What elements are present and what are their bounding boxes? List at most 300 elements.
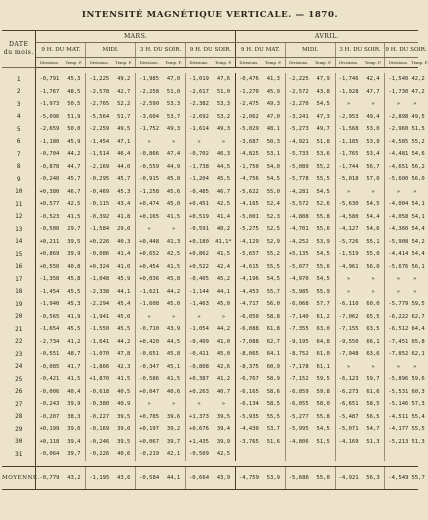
value-cell: 53,9: [316, 238, 330, 245]
value-cell: 40,3: [117, 238, 131, 245]
value-cell: -1,054: [185, 323, 212, 336]
table-row: [2, 323, 418, 336]
day-number: 23: [2, 348, 36, 361]
value-cell: 55,7: [266, 288, 280, 295]
value-cell: 54,1: [411, 201, 425, 208]
value-cell: -4,825: [235, 148, 262, 161]
subheader-divisions: Divisions.: [185, 58, 212, 68]
value-cell: -0,295: [86, 173, 113, 186]
value-cell: -1,070: [86, 348, 113, 361]
value-cell: -4,127: [335, 223, 362, 236]
value-cell: -2,258: [136, 86, 163, 99]
value-cell: -1,019: [185, 73, 212, 86]
value-cell: -3,604: [136, 111, 163, 124]
value-cell: -8,752: [285, 348, 312, 361]
value-cell: -4,651: [385, 161, 412, 174]
value-cell: 53,9: [366, 138, 380, 145]
value-cell: »: [171, 401, 176, 408]
time-header: MIDI.: [285, 43, 335, 58]
value-cell: 40,9: [117, 401, 131, 408]
value-cell: 46,7: [216, 188, 231, 195]
day-number: 20: [2, 311, 36, 324]
value-cell: -4,196: [235, 273, 262, 286]
value-cell: »: [335, 273, 362, 286]
value-cell: -0,559: [136, 161, 163, 174]
value-cell: 52,4: [266, 201, 280, 208]
value-cell: 53,7: [166, 113, 181, 120]
value-cell: 42,2: [411, 76, 425, 83]
value-cell: 40,6: [166, 388, 181, 395]
day-number: 15: [2, 248, 36, 261]
value-cell: -4,165: [235, 198, 262, 211]
value-cell: -0,586: [136, 373, 163, 386]
value-cell: 45,0: [117, 313, 131, 320]
value-cell: -6,068: [285, 298, 312, 311]
value-cell: 45,4: [117, 301, 131, 308]
day-number: 1: [2, 73, 36, 86]
value-cell: -4,580: [335, 211, 362, 224]
value-cell: -6,134: [235, 398, 262, 411]
subheader-temp: Temp. F.: [411, 58, 418, 68]
value-cell: -4,481: [385, 148, 412, 161]
value-cell: 59,5: [411, 301, 425, 308]
value-cell: 40,7: [216, 388, 231, 395]
value-cell: +0,869: [36, 248, 63, 261]
value-cell: +0,448: [136, 236, 163, 249]
value-cell: 66,1: [366, 338, 380, 345]
day-number: 31: [2, 448, 36, 461]
value-cell: -5,896: [385, 373, 412, 386]
value-cell: 55,2: [266, 251, 280, 258]
subheader-divisions: Divisions.: [335, 58, 362, 68]
value-cell: 45,3: [67, 301, 81, 308]
value-cell: -5,273: [285, 123, 312, 136]
table-row: [2, 136, 418, 149]
subheader-temp: Temp. F.: [362, 58, 385, 68]
value-cell: 55,6: [316, 226, 330, 233]
value-cell: -5,487: [335, 411, 362, 424]
value-cell: -5,277: [285, 411, 312, 424]
value-cell: 49,3: [266, 101, 280, 108]
day-number: 3: [2, 98, 36, 111]
table-row: [2, 311, 418, 324]
value-cell: 39,5: [67, 238, 81, 245]
value-cell: -0,618: [86, 386, 113, 399]
value-cell: -3,687: [235, 136, 262, 149]
value-cell: +0,118: [36, 436, 63, 449]
value-cell: 39,9: [216, 438, 231, 445]
value-cell: 29,0: [117, 226, 131, 233]
subheader-temp: Temp. F.: [212, 58, 235, 68]
value-cell: 55,9: [316, 288, 330, 295]
value-cell: +5,135: [285, 248, 312, 261]
moyenne-value: -0,664: [185, 466, 212, 489]
value-cell: -6,273: [335, 386, 362, 399]
value-cell: +0,387: [185, 373, 212, 386]
value-cell: 44,1: [117, 288, 131, 295]
subheader-divisions: Divisions.: [235, 58, 262, 68]
value-cell: 51,3: [366, 438, 380, 445]
value-cell: -2,338: [86, 286, 113, 299]
value-cell: -1,641: [86, 336, 113, 349]
value-cell: +0,036: [136, 273, 163, 286]
value-cell: -9,550: [335, 336, 362, 349]
value-cell: 52,2: [117, 101, 131, 108]
value-cell: 42,5: [216, 201, 231, 208]
value-cell: »: [371, 101, 375, 108]
day-number: 30: [2, 436, 36, 449]
table-row: [2, 86, 418, 99]
value-cell: »: [171, 226, 176, 233]
value-cell: 50,3: [266, 138, 280, 145]
value-cell: -0,246: [86, 436, 113, 449]
subheader-temp: Temp. F.: [162, 58, 185, 68]
data-table: [2, 30, 428, 490]
value-cell: -1,744: [335, 161, 362, 174]
value-cell: 41,5: [166, 376, 181, 383]
value-cell: -6,088: [235, 323, 262, 336]
value-cell: -7,852: [385, 348, 412, 361]
value-cell: -2,382: [185, 98, 212, 111]
subheader-divisions: Divisions.: [285, 58, 312, 68]
value-cell: 56,1: [411, 263, 425, 270]
table-row: [2, 373, 418, 386]
day-header: [2, 31, 36, 68]
value-cell: +0,380: [36, 186, 63, 199]
day-number: 26: [2, 386, 36, 399]
day-number: 16: [2, 261, 36, 274]
value-cell: -1,985: [136, 73, 163, 86]
value-cell: -1,185: [335, 136, 362, 149]
value-cell: +0,652: [136, 248, 163, 261]
value-cell: 53,7: [266, 426, 280, 433]
value-cell: -1,048: [86, 273, 113, 286]
value-cell: 39,5: [117, 438, 131, 445]
value-cell: 60,3: [411, 388, 425, 395]
value-cell: +0,165: [136, 211, 163, 224]
moyenne-value: -4,549: [385, 466, 412, 489]
day-number: 24: [2, 361, 36, 374]
value-cell: -6,859: [285, 386, 312, 399]
value-cell: »: [413, 101, 417, 108]
value-cell: -0,476: [235, 73, 262, 86]
value-cell: [285, 448, 312, 461]
table-row: [2, 423, 418, 436]
moyenne-value: -4,759: [235, 466, 262, 489]
value-cell: 52,5: [266, 226, 280, 233]
moyenne-value: 43,2: [62, 466, 85, 489]
table-row: [2, 273, 418, 286]
value-cell: 54,5: [316, 276, 330, 283]
value-cell: 52,9: [266, 238, 280, 245]
value-cell: +0,197: [136, 423, 163, 436]
value-cell: -0,791: [36, 73, 63, 86]
value-cell: -1,746: [335, 73, 362, 86]
value-cell: »: [221, 401, 226, 408]
value-cell: -7,451: [385, 336, 412, 349]
value-cell: -1,514: [86, 148, 113, 161]
value-cell: 39,9: [67, 251, 81, 258]
value-cell: 45,2: [216, 276, 231, 283]
value-cell: -5,733: [285, 148, 312, 161]
value-cell: 62,1: [411, 351, 425, 358]
value-cell: 57,7: [316, 301, 330, 308]
day-number: 21: [2, 323, 36, 336]
value-cell: 40,8: [67, 263, 81, 270]
value-cell: -0,380: [86, 398, 113, 411]
value-cell: 44,2: [216, 326, 231, 333]
value-cell: -0,392: [86, 211, 113, 224]
value-cell: -4,430: [235, 423, 262, 436]
value-cell: -1,928: [335, 86, 362, 99]
value-cell: +0,577: [36, 198, 63, 211]
value-cell: 56,0: [366, 263, 380, 270]
value-cell: »: [413, 363, 417, 370]
value-cell: 48,7: [67, 351, 81, 358]
value-cell: -0,469: [86, 186, 113, 199]
value-cell: 39,5: [216, 413, 231, 420]
value-cell: +0,420: [136, 336, 163, 349]
moyenne-value: 55,0: [312, 466, 335, 489]
value-cell: -0,347: [136, 361, 163, 374]
day-number: 14: [2, 236, 36, 249]
value-cell: -1,614: [185, 123, 212, 136]
value-cell: -1,866: [86, 361, 113, 374]
value-cell: -1,270: [235, 86, 262, 99]
value-cell: 41,7: [67, 363, 81, 370]
value-cell: »: [385, 273, 412, 286]
value-cell: 42,6: [216, 363, 231, 370]
moyenne-label: MOYENNE.: [2, 466, 36, 489]
moyenne-value: 55,7: [411, 466, 418, 489]
value-cell: -6,165: [235, 386, 262, 399]
value-cell: 54,5: [316, 426, 330, 433]
moyenne-value: -0,779: [36, 466, 63, 489]
value-cell: »: [185, 136, 212, 149]
value-cell: 41,1*: [215, 238, 232, 245]
value-cell: »: [185, 311, 212, 324]
value-cell: -4,252: [285, 236, 312, 249]
value-cell: -0,226: [86, 448, 113, 461]
value-cell: 61,6: [366, 388, 380, 395]
value-cell: -2,692: [185, 111, 212, 124]
value-cell: »: [335, 361, 362, 374]
value-cell: -5,779: [385, 298, 412, 311]
value-cell: -5,778: [285, 173, 312, 186]
value-cell: -5,995: [285, 423, 312, 436]
value-cell: -4,004: [385, 198, 412, 211]
value-cell: -6,050: [235, 311, 262, 324]
value-cell: -1,454: [36, 286, 63, 299]
value-cell: 41,5: [67, 213, 81, 220]
table-row: [2, 73, 418, 86]
value-cell: -0,085: [36, 361, 63, 374]
value-cell: 51,3: [411, 438, 425, 445]
value-cell: -5,089: [285, 161, 312, 174]
value-cell: 55,8: [316, 213, 330, 220]
value-cell: -1,519: [335, 248, 362, 261]
value-cell: 55,2: [411, 138, 425, 145]
value-cell: 53,1: [266, 151, 280, 158]
day-number: 18: [2, 286, 36, 299]
value-cell: 51,0: [216, 88, 231, 95]
value-cell: »: [335, 186, 362, 199]
value-cell: 58,8: [266, 313, 280, 320]
value-cell: +0,263: [185, 386, 212, 399]
value-cell: 63,5: [366, 326, 380, 333]
value-cell: 64,4: [411, 326, 425, 333]
value-cell: 51,5: [411, 126, 425, 133]
value-cell: +0,522: [185, 261, 212, 274]
value-cell: -4,169: [335, 436, 362, 449]
value-cell: »: [136, 223, 163, 236]
value-cell: [312, 448, 335, 461]
value-cell: 51,5: [316, 438, 330, 445]
value-cell: »: [385, 286, 412, 299]
value-cell: »: [413, 288, 417, 295]
value-cell: 41,4: [216, 213, 231, 220]
value-cell: -0,808: [185, 361, 212, 374]
value-cell: 42,5: [67, 201, 81, 208]
value-cell: -4,177: [385, 423, 412, 436]
value-cell: 47,4: [166, 151, 181, 158]
value-cell: 46,3: [216, 151, 231, 158]
value-cell: 59,8: [316, 388, 330, 395]
value-cell: 45,0: [166, 301, 181, 308]
subheader-divisions: Divisions.: [136, 58, 163, 68]
value-cell: -5,146: [385, 398, 412, 411]
time-header: 9 H. DU MAT.: [235, 43, 285, 58]
day-number: 8: [2, 161, 36, 174]
moyenne-value: -0,584: [136, 466, 163, 489]
value-cell: 54,0: [266, 163, 280, 170]
value-cell: 39,4: [216, 426, 231, 433]
time-header: MIDI.: [86, 43, 136, 58]
value-cell: 45,5: [67, 288, 81, 295]
value-cell: 55,5: [316, 176, 330, 183]
value-cell: -1,940: [36, 298, 63, 311]
value-cell: -5,908: [385, 236, 412, 249]
value-cell: -0,500: [36, 223, 63, 236]
value-cell: 55,4: [411, 413, 425, 420]
month-header-row: [2, 31, 418, 43]
moyenne-row: [2, 466, 418, 489]
value-cell: 46,4: [117, 151, 131, 158]
value-cell: +0,454: [136, 261, 163, 274]
value-cell: 39,0: [117, 426, 131, 433]
value-cell: 43,9: [166, 326, 181, 333]
value-cell: -0,243: [36, 398, 63, 411]
value-cell: -5,071: [335, 423, 362, 436]
value-cell: 38,3: [67, 413, 81, 420]
value-cell: -4,615: [235, 261, 262, 274]
value-cell: 54,5: [266, 176, 280, 183]
moyenne-value: 44,1: [162, 466, 185, 489]
day-number: 17: [2, 273, 36, 286]
value-cell: -0,169: [86, 423, 113, 436]
value-cell: -2,590: [136, 98, 163, 111]
subheader-divisions: Divisions.: [86, 58, 113, 68]
value-cell: 41,5: [216, 251, 231, 258]
value-cell: 62,7: [266, 338, 280, 345]
value-cell: 42,4: [216, 263, 231, 270]
time-header: 3 H. DU SOIR.: [335, 43, 385, 58]
value-cell: +1,373: [185, 411, 212, 424]
day-number: 28: [2, 411, 36, 424]
day-number: 12: [2, 211, 36, 224]
value-cell: 47,6: [216, 76, 231, 83]
moyenne-value: 53,9: [262, 466, 285, 489]
value-cell: 47,1: [117, 138, 131, 145]
table-row: [2, 336, 418, 349]
value-cell: -2,953: [335, 111, 362, 124]
day-number: 22: [2, 336, 36, 349]
value-cell: »: [335, 98, 362, 111]
value-cell: -0,409: [185, 336, 212, 349]
day-header-sublabel: du mois.: [3, 49, 34, 56]
value-cell: 45,1: [166, 363, 181, 370]
day-number: 19: [2, 298, 36, 311]
table-row: [2, 436, 418, 449]
value-cell: +0,676: [185, 423, 212, 436]
value-cell: 41,2: [67, 338, 81, 345]
value-cell: -6,767: [235, 373, 262, 386]
value-cell: 48,5: [67, 88, 81, 95]
table-row: [2, 248, 418, 261]
value-cell: -4,360: [385, 223, 412, 236]
value-cell: [235, 448, 262, 461]
value-cell: -6,110: [335, 298, 362, 311]
value-cell: -2,062: [235, 111, 262, 124]
value-cell: -4,921: [285, 136, 312, 149]
value-cell: 63,6: [366, 351, 380, 358]
value-cell: -5,657: [235, 248, 262, 261]
value-cell: 58,0: [316, 401, 330, 408]
value-cell: -1,144: [185, 286, 212, 299]
value-cell: 40,5: [117, 388, 131, 395]
value-cell: 49,3: [216, 126, 231, 133]
value-cell: -0,227: [86, 411, 113, 424]
value-cell: 58,5: [266, 401, 280, 408]
value-cell: -0,704: [36, 148, 63, 161]
value-cell: -2,659: [36, 123, 63, 136]
value-cell: 64,8: [316, 338, 330, 345]
value-cell: -2,225: [285, 73, 312, 86]
subheader-divisions: Divisions.: [36, 58, 63, 68]
value-cell: 39,6: [166, 413, 181, 420]
table-row: [2, 123, 418, 136]
value-cell: -5,622: [235, 186, 262, 199]
value-cell: 42,3: [117, 363, 131, 370]
value-cell: +0,199: [36, 423, 63, 436]
value-cell: [335, 448, 362, 461]
moyenne-value: -5,686: [285, 466, 312, 489]
table-row: [2, 211, 418, 224]
value-cell: -0,710: [136, 323, 163, 336]
value-cell: -3,765: [235, 436, 262, 449]
value-cell: +0,211: [36, 236, 63, 249]
value-cell: 45,7: [67, 176, 81, 183]
value-cell: -1,568: [335, 123, 362, 136]
value-cell: 51,6: [266, 438, 280, 445]
table-row: [2, 448, 418, 461]
value-cell: -7,140: [285, 311, 312, 324]
month-header-mars: MARS.: [36, 31, 235, 43]
value-cell: 40,2: [216, 226, 231, 233]
value-cell: 45,0: [166, 201, 181, 208]
value-cell: 55,5: [266, 263, 280, 270]
value-cell: -7,155: [335, 323, 362, 336]
